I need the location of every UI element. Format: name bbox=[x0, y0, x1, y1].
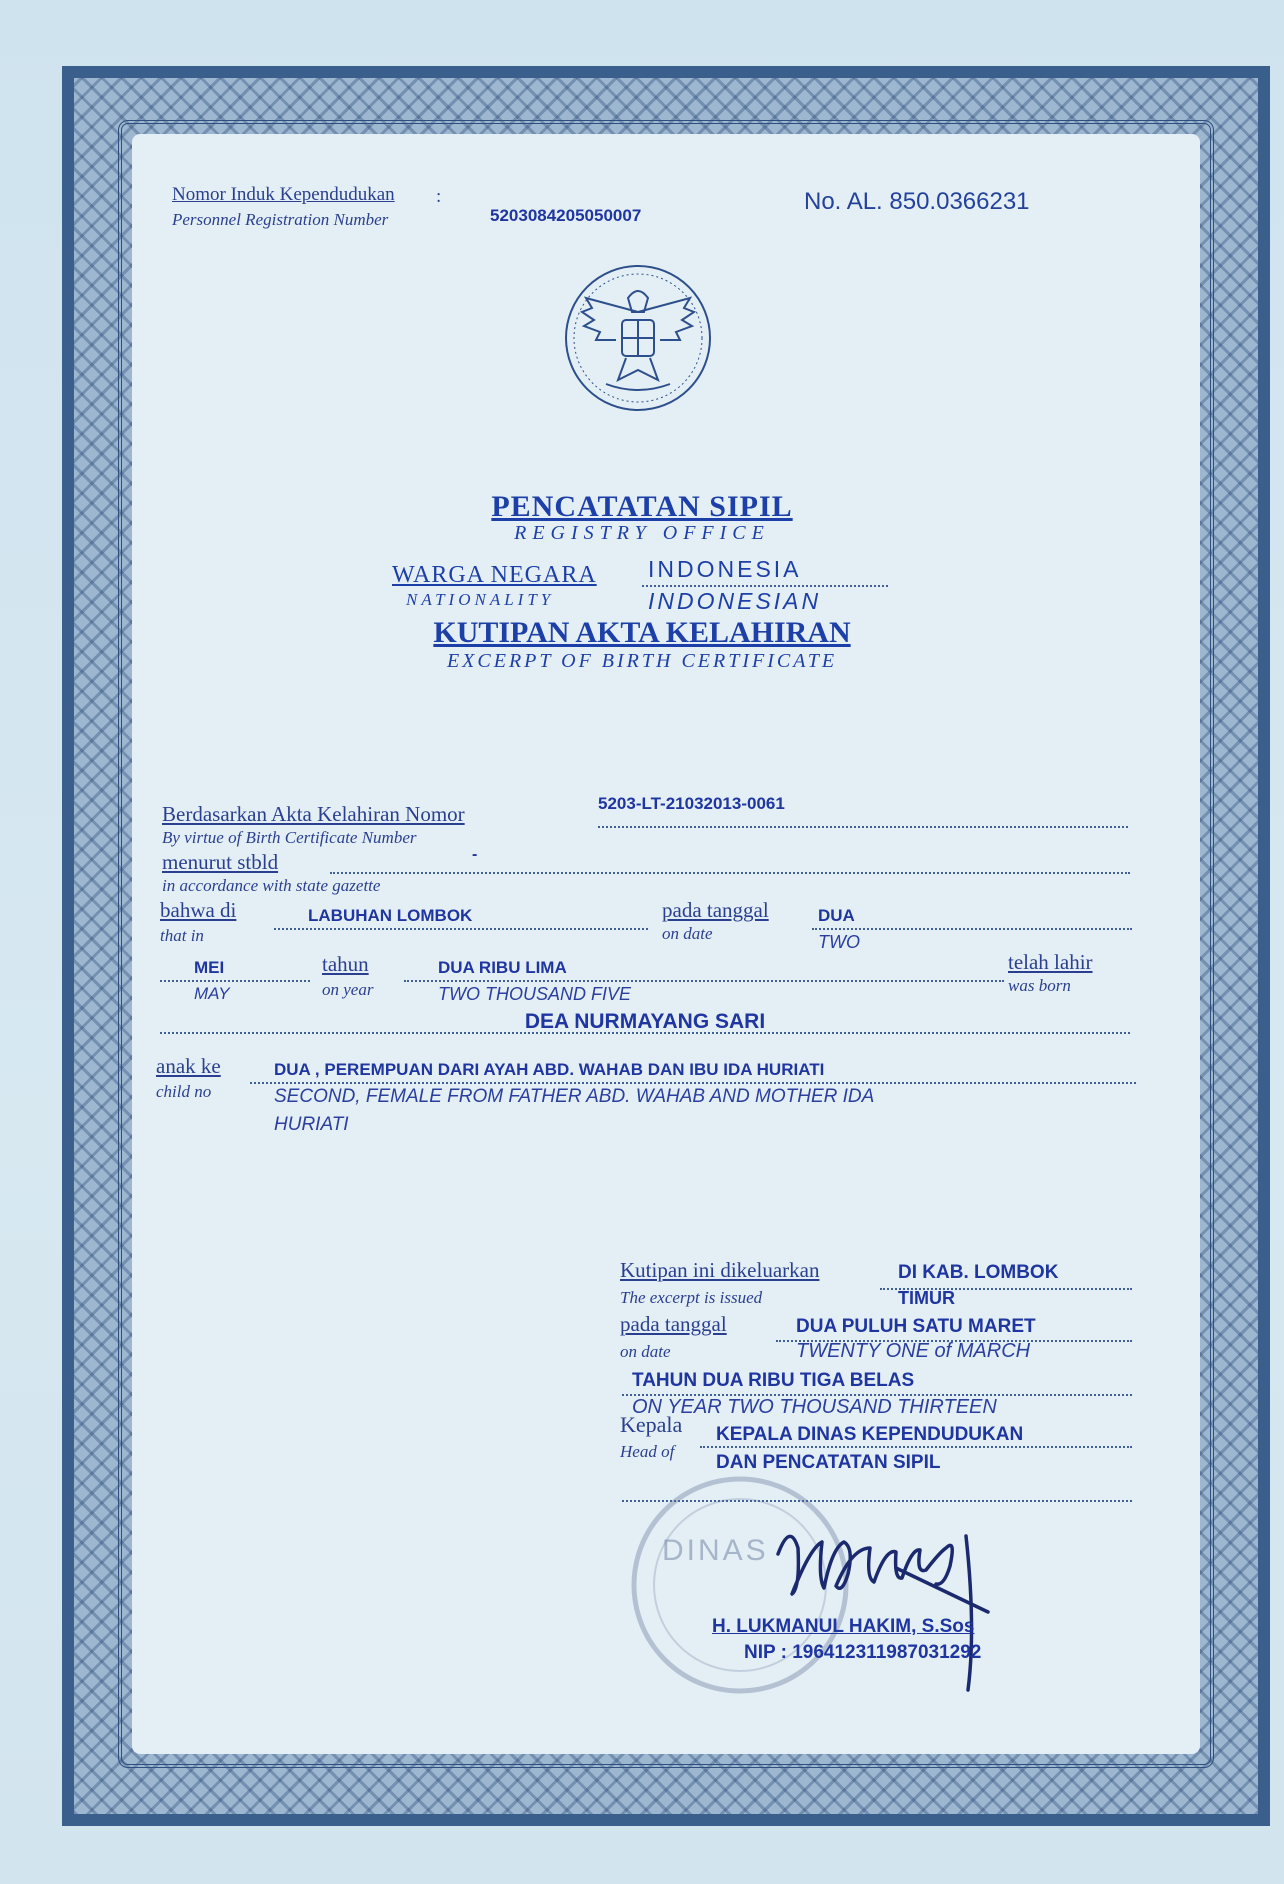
born-label-en: was born bbox=[1008, 976, 1071, 995]
birth-year-value-en: TWO THOUSAND FIVE bbox=[438, 984, 631, 1004]
birth-year-label: tahun bbox=[322, 952, 369, 976]
head-dotted-line bbox=[700, 1446, 1132, 1448]
certificate-number: No. AL. 850.0366231 bbox=[804, 188, 1030, 215]
birth-month-value: MEI bbox=[194, 958, 225, 977]
nationality-label: WARGA NEGARA bbox=[392, 562, 597, 588]
birth-date-label: pada tanggal bbox=[662, 898, 769, 922]
birth-day-value: DUA bbox=[818, 906, 855, 925]
place-label-en: that in bbox=[160, 926, 204, 945]
birth-year-value: DUA RIBU LIMA bbox=[438, 958, 567, 977]
issue-date-value-en: TWENTY ONE of MARCH bbox=[796, 1340, 1031, 1362]
child-no-value-en-2: HURIATI bbox=[274, 1114, 349, 1135]
birth-date-label-en: on date bbox=[662, 924, 713, 943]
document-title-en: EXCERPT OF BIRTH CERTIFICATE bbox=[446, 650, 838, 672]
stamp-text: DINAS bbox=[662, 1534, 769, 1567]
birth-year-label-en: on year bbox=[322, 980, 374, 999]
issued-value-1: DI KAB. LOMBOK bbox=[898, 1262, 1059, 1283]
nik-label-en: Personnel Registration Number bbox=[172, 210, 389, 229]
head-value-1: KEPALA DINAS KEPENDUDUKAN bbox=[716, 1424, 1024, 1445]
child-name-dotted-line bbox=[160, 1032, 1130, 1034]
issue-date-label: pada tanggal bbox=[620, 1312, 727, 1336]
issued-label: Kutipan ini dikeluarkan bbox=[620, 1258, 820, 1282]
head-label-en: Head of bbox=[620, 1442, 675, 1461]
nik-label: Nomor Induk Kependudukan bbox=[172, 184, 395, 205]
nationality-dotted-line bbox=[642, 585, 888, 587]
garuda-emblem-icon bbox=[556, 262, 720, 414]
issue-date-label-en: on date bbox=[620, 1342, 671, 1361]
stbld-value: - bbox=[472, 846, 478, 863]
child-no-label: anak ke bbox=[156, 1054, 221, 1078]
head-label: Kepala bbox=[620, 1412, 683, 1437]
child-no-value: DUA , PEREMPUAN DARI AYAH ABD. WAHAB DAN IBU IDA HURIATI bbox=[274, 1060, 825, 1079]
nationality-label-en: NATIONALITY bbox=[406, 590, 555, 609]
office-title: PENCATATAN SIPIL bbox=[491, 490, 793, 523]
nationality-value-en: INDONESIAN bbox=[648, 588, 822, 614]
birth-year-dotted-line bbox=[404, 980, 1004, 982]
stbld-label-en: in accordance with state gazette bbox=[162, 876, 381, 895]
signer-name: H. LUKMANUL HAKIM, S.Sos bbox=[712, 1616, 975, 1637]
place-value: LABUHAN LOMBOK bbox=[308, 906, 473, 925]
signature-icon bbox=[770, 1508, 1010, 1698]
nationality-value: INDONESIA bbox=[648, 556, 802, 582]
born-label: telah lahir bbox=[1008, 950, 1093, 974]
birth-day-dotted-line bbox=[812, 928, 1132, 930]
issue-year-value: TAHUN DUA RIBU TIGA BELAS bbox=[632, 1370, 915, 1391]
signer-nip: NIP : 196412311987031292 bbox=[744, 1642, 982, 1663]
child-no-label-en: child no bbox=[156, 1082, 212, 1101]
child-no-dotted-line bbox=[250, 1082, 1136, 1084]
nik-colon: : bbox=[436, 186, 442, 207]
birth-month-dotted-line bbox=[160, 980, 310, 982]
birth-day-value-en: TWO bbox=[818, 932, 860, 952]
issued-label-en: The excerpt is issued bbox=[620, 1288, 763, 1307]
head-value-2: DAN PENCATATAN SIPIL bbox=[716, 1452, 941, 1473]
cert-number-dotted-line bbox=[598, 826, 1128, 828]
cert-number-label-en: By virtue of Birth Certificate Number bbox=[162, 828, 417, 847]
document-title: KUTIPAN AKTA KELAHIRAN bbox=[433, 616, 851, 649]
stbld-dotted-line bbox=[330, 872, 1130, 874]
issue-year-value-en: ON YEAR TWO THOUSAND THIRTEEN bbox=[632, 1396, 997, 1418]
child-no-value-en-1: SECOND, FEMALE FROM FATHER ABD. WAHAB AND MOTHER IDA bbox=[274, 1086, 875, 1107]
birth-month-value-en: MAY bbox=[194, 984, 230, 1003]
place-label: bahwa di bbox=[160, 898, 237, 922]
office-title-en: REGISTRY OFFICE bbox=[514, 522, 770, 544]
child-name-value: DEA NURMAYANG SARI bbox=[524, 1010, 766, 1033]
issue-date-value: DUA PULUH SATU MARET bbox=[796, 1316, 1036, 1337]
cert-number-label: Berdasarkan Akta Kelahiran Nomor bbox=[162, 802, 465, 826]
issued-value-2: TIMUR bbox=[898, 1288, 955, 1308]
stbld-label: menurut stbld bbox=[162, 850, 279, 874]
cert-number-value: 5203-LT-21032013-0061 bbox=[598, 794, 785, 813]
place-dotted-line bbox=[274, 928, 648, 930]
nik-value: 5203084205050007 bbox=[490, 206, 642, 225]
